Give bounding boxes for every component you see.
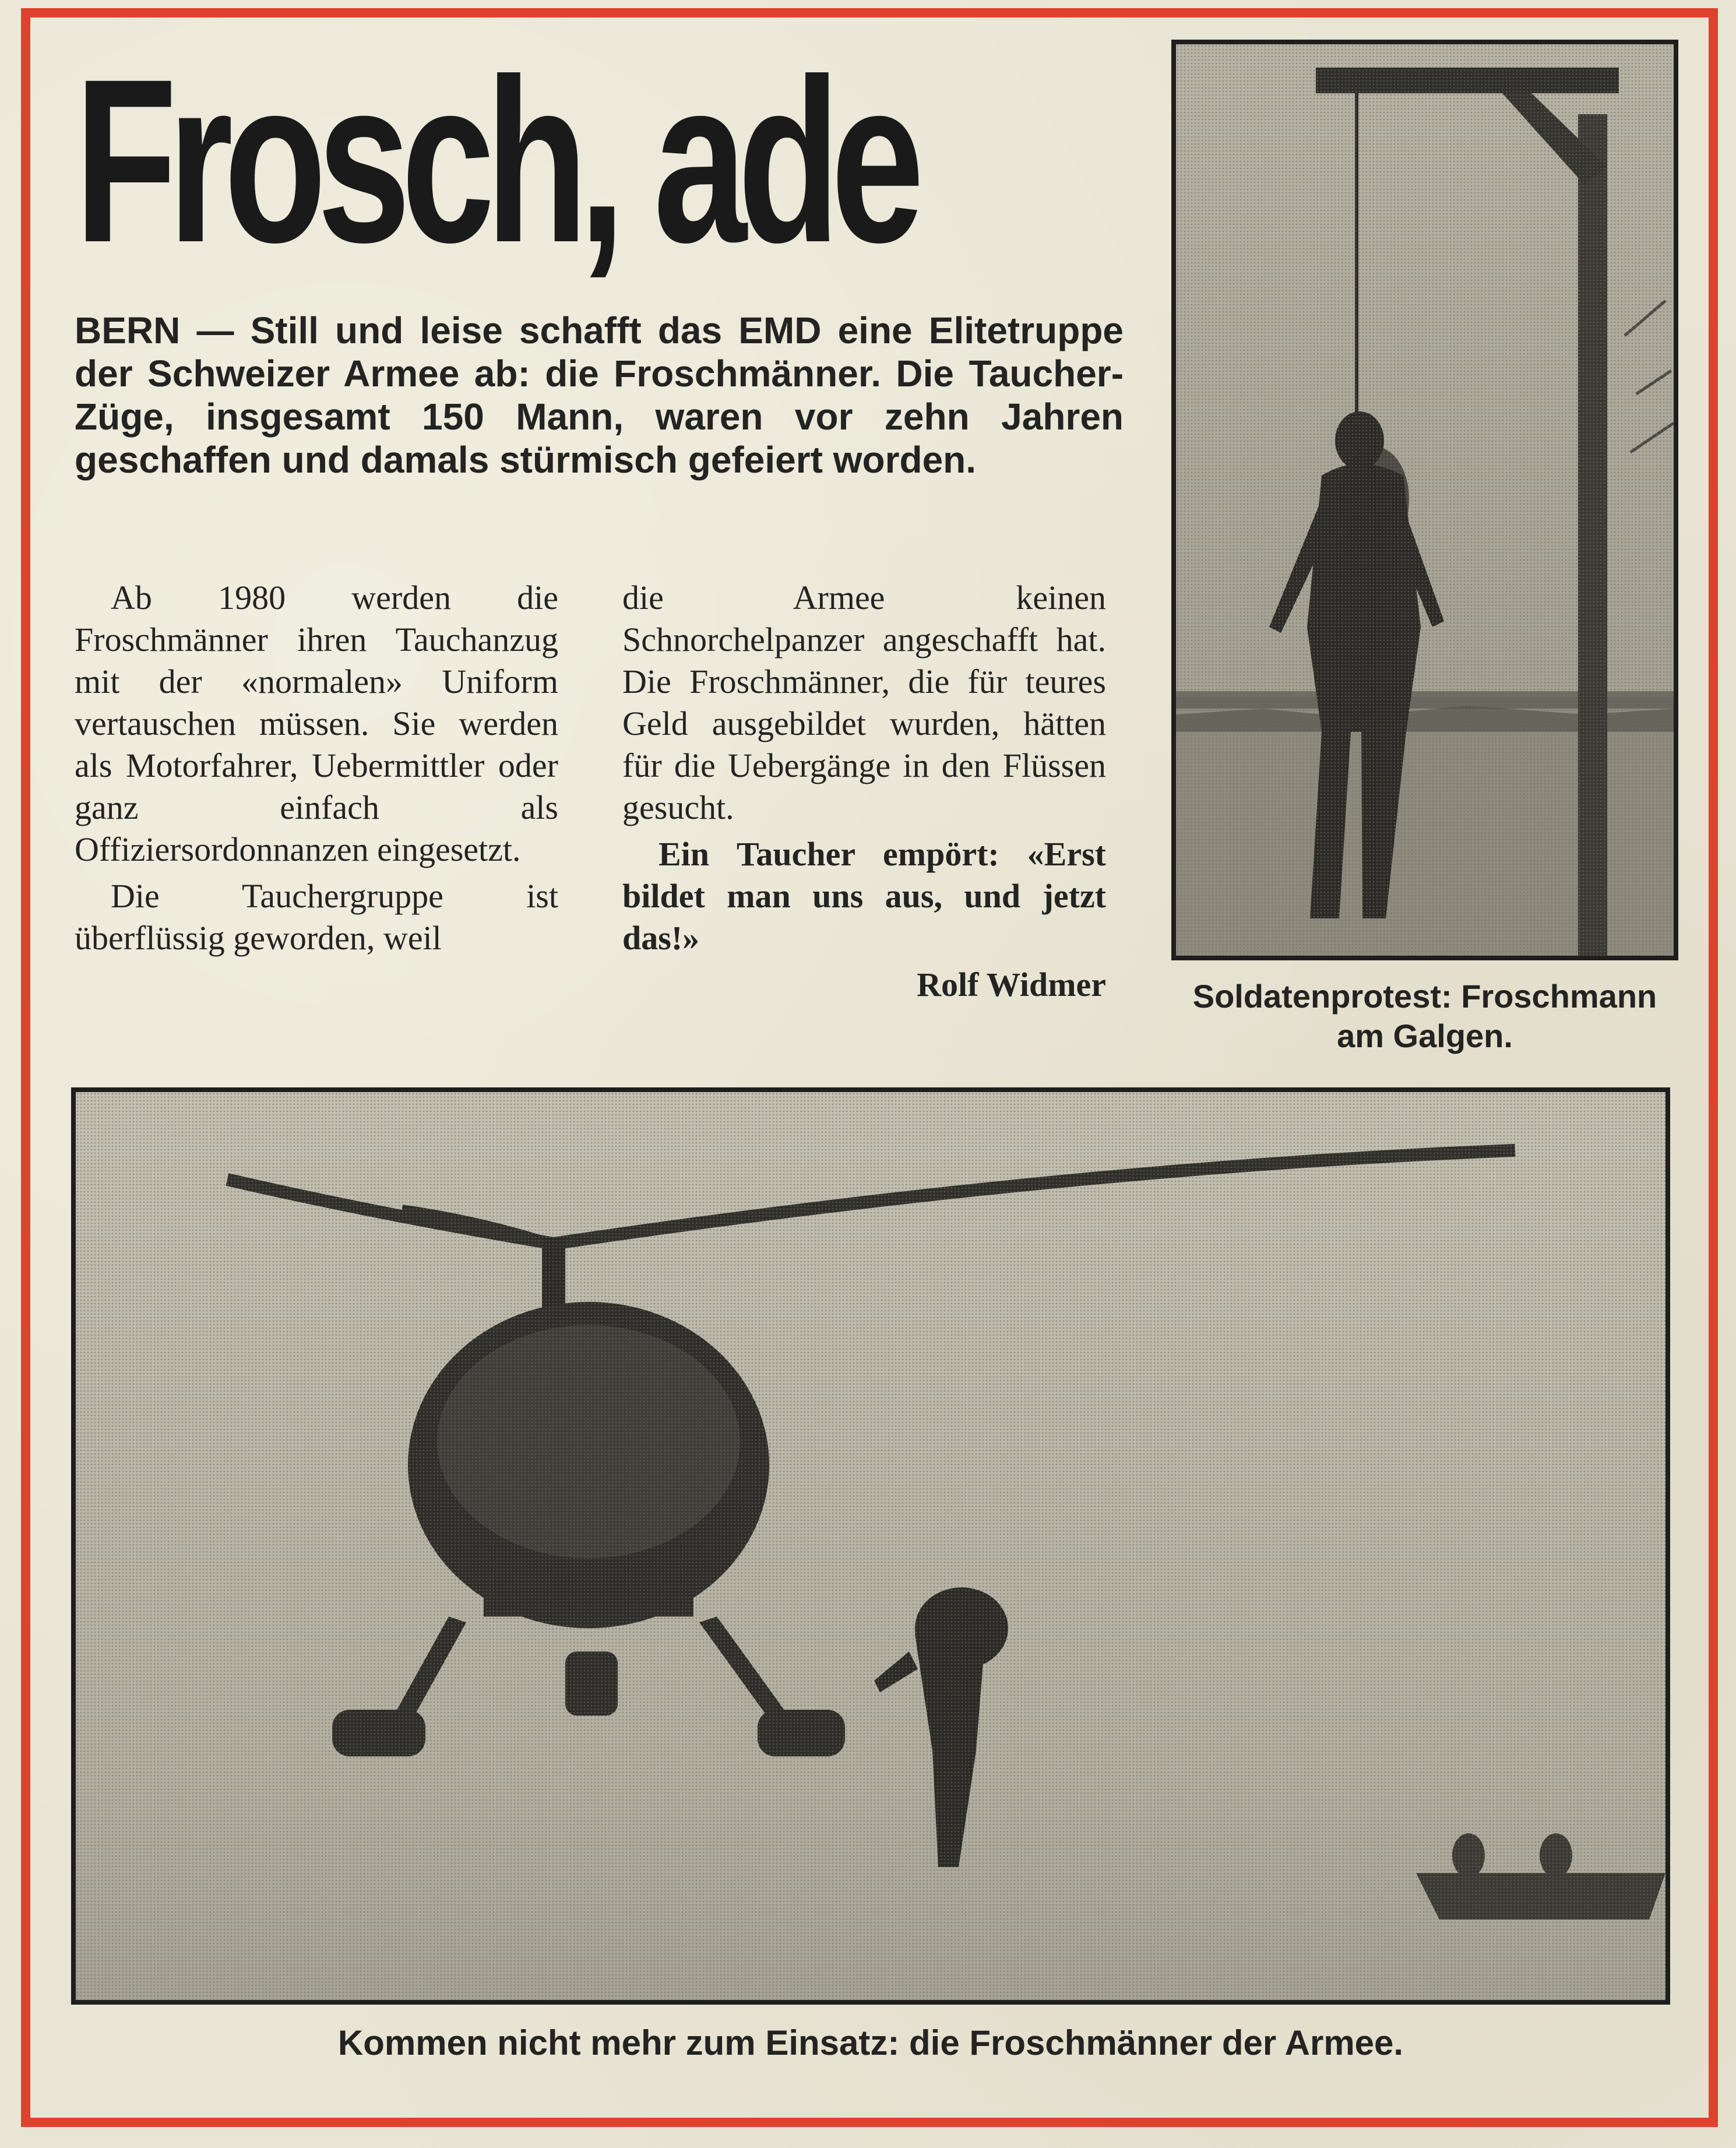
caption-helicopter: Kommen nicht mehr zum Einsatz: die Froschmänner der Armee. (337, 2023, 1404, 2062)
article-column-right (622, 577, 1106, 1010)
helicopter-photo-image (76, 1092, 1665, 2000)
gallows-photo-image (1176, 44, 1674, 956)
byline: Rolf Widmer (917, 966, 1106, 1003)
body-paragraph-3: die Armee keinen Schnorchelpanzer angeschafft hat. Die Froschmänner, die für teures Geld ausgebildet wurden, hätten für die Uebergänge in den Flüssen gesucht. (622, 579, 1106, 826)
body-paragraph-1: Ab 1980 werden die Froschmänner ihren Tauchanzug mit der «normalen» Uniform vertauschen müssen. Sie werden als Motorfahrer, Uebermittler oder ganz einfach als Offiziersordonnanzen eingesetzt. (75, 579, 558, 868)
photo-helicopter (71, 1087, 1670, 2005)
body-quote: Ein Taucher empört: «Erst bildet man uns aus, und jetzt das!» (622, 835, 1106, 957)
lead-paragraph: BERN — Still und leise schafft das EMD eine Elitetruppe der Schweizer Armee ab: die Froschmänner. Die Taucher-Züge, insgesamt 150 Mann, waren vor zehn Jahren geschaffen und damals stürmisch gefeiert worden. (75, 309, 1124, 481)
article-column-left (75, 577, 558, 964)
body-paragraph-2: Die Tauchergruppe ist überflüssig geworden, weil (75, 877, 558, 957)
photo-gallows (1171, 40, 1678, 960)
headline: Frosch, ade (75, 30, 915, 291)
caption-gallows: Soldatenprotest: Froschmann am Galgen. (1192, 978, 1657, 1054)
